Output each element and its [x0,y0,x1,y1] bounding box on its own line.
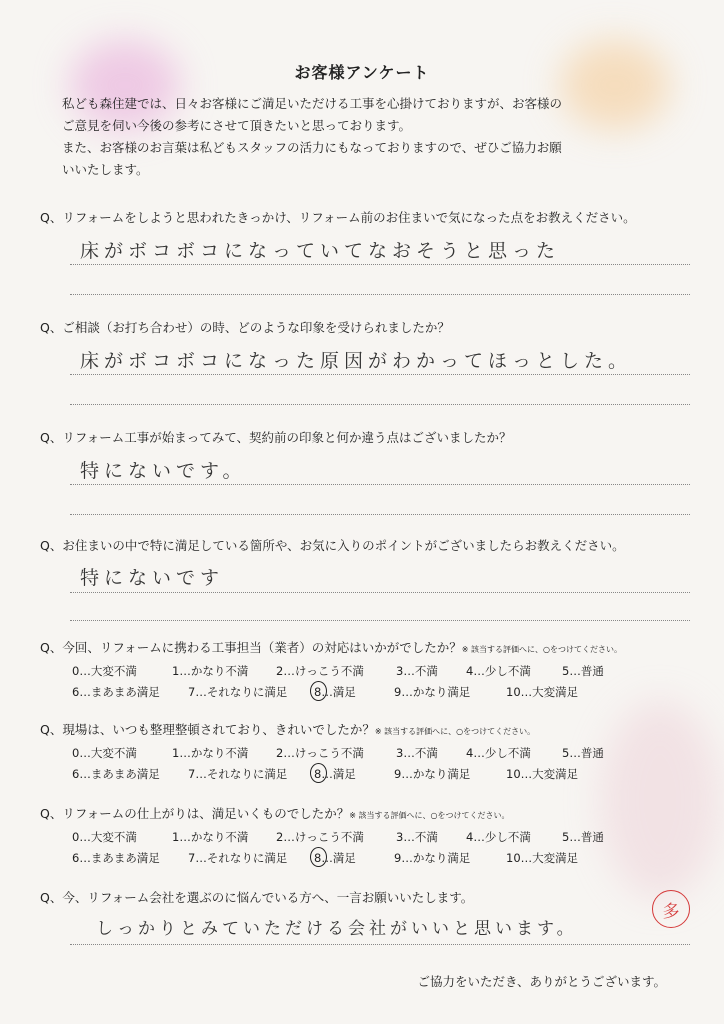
intro-text [62,93,682,181]
scale-option-3[interactable]: 3…不満 [396,745,438,760]
scale-option-2[interactable]: 2…けっこう不満 [276,663,364,678]
scale-option-10[interactable]: 10…大変満足 [506,684,579,699]
rating-question-text: Q、今回、リフォームに携わる工事担当（業者）の対応はいかがでしたか？ [40,640,462,655]
rating-note: ※ 該当する評価へに、○をつけてください。 [461,645,622,654]
scale-option-9[interactable]: 9…かなり満足 [394,850,471,865]
answer-3: 特にないです。 [80,460,247,482]
seal-stamp: 多 [652,890,690,928]
scale-option-4[interactable]: 4…少し不満 [466,745,531,760]
answer-line [70,404,690,405]
scale-option-7[interactable]: 7…それなりに満足 [188,850,288,865]
rating-note: ※ 該当する評価へに、○をつけてください。 [349,811,510,820]
scale-option-1[interactable]: 1…かなり不満 [172,663,249,678]
scale-option-9[interactable]: 9…かなり満足 [394,684,471,699]
scale-option-5[interactable]: 5…普通 [562,829,604,844]
rating-question-2 [40,720,535,738]
rating-scale-3 [72,826,632,868]
scale-option-10[interactable]: 10…大変満足 [506,850,579,865]
answer-line [70,264,690,265]
scale-option-7[interactable]: 7…それなりに満足 [188,684,288,699]
answer-line [70,620,690,621]
answer-line [70,944,690,945]
intro-line: また、お客様のお言葉は私どもスタッフの活力にもなっておりますので、ぜひご協力お願 [62,140,562,155]
scale-option-7[interactable]: 7…それなりに満足 [188,766,288,781]
page-title: お客様アンケート [294,63,430,82]
scale-option-9[interactable]: 9…かなり満足 [394,766,471,781]
answer-line [70,514,690,515]
scale-option-0[interactable]: 0…大変不満 [72,745,137,760]
scale-option-0[interactable]: 0…大変不満 [72,829,137,844]
thank-you-footer: ご協力をいただき、ありがとうございます。 [417,974,666,989]
scale-option-6[interactable]: 6…まあまあ満足 [72,766,160,781]
scale-option-5[interactable]: 5…普通 [562,745,604,760]
answer-4: 特にないです [80,567,225,589]
answer-1: 床がボコボコになっていてなおそうと思った [80,240,561,262]
question-4: Q、お住まいの中で特に満足している箇所や、お気に入りのポイントがございましたらお教えください。 [40,538,625,553]
scale-option-1[interactable]: 1…かなり不満 [172,829,249,844]
intro-line: 私ども森住建では、日々お客様にご満足いただける工事を心掛けておりますが、お客様の [62,96,563,111]
scale-option-2[interactable]: 2…けっこう不満 [276,745,364,760]
question-2: Q、ご相談（お打ち合わせ）の時、どのような印象を受けられましたか？ [40,320,450,335]
scale-option-5[interactable]: 5…普通 [562,663,604,678]
scale-option-8[interactable]: 8…満足 [314,850,394,866]
scale-option-3[interactable]: 3…不満 [396,829,438,844]
scale-option-6[interactable]: 6…まあまあ満足 [72,850,160,865]
rating-question-1 [40,638,622,656]
question-3: Q、リフォーム工事が始まってみて、契約前の印象と何か違う点はございましたか？ [40,430,512,445]
answer-2: 床がボコボコになった原因がわかってほっとした。 [80,350,633,372]
scale-option-3[interactable]: 3…不満 [396,663,438,678]
scale-option-6[interactable]: 6…まあまあ満足 [72,684,160,699]
final-question: Q、今、リフォーム会社を選ぶのに悩んでいる方へ、一言お願いいたします。 [40,890,474,905]
scale-option-8[interactable]: 8…満足 [314,684,394,700]
question-1: Q、リフォームをしようと思われたきっかけ、リフォーム前のお住まいで気になった点をお教えください。 [40,210,636,225]
answer-line [70,592,690,593]
flower-decoration [600,700,720,900]
scale-option-2[interactable]: 2…けっこう不満 [276,829,364,844]
intro-line: ご意見を伺い今後の参考にさせて頂きたいと思っております。 [62,118,412,133]
scale-option-8[interactable]: 8…満足 [314,766,394,782]
rating-scale-1 [72,660,632,702]
scale-option-4[interactable]: 4…少し不満 [466,829,531,844]
rating-scale-2 [72,742,632,784]
rating-question-3 [40,804,509,822]
scale-option-10[interactable]: 10…大変満足 [506,766,579,781]
intro-line: いいたします。 [62,162,149,177]
rating-note: ※ 該当する評価へに、○をつけてください。 [374,727,536,736]
final-answer: しっかりとみていただける会社がいいと思います。 [96,919,578,939]
rating-question-text: Q、リフォームの仕上がりは、満足いくものでしたか？ [40,806,350,821]
scale-option-4[interactable]: 4…少し不満 [466,663,531,678]
answer-line [70,294,690,295]
answer-line [70,374,690,375]
scale-option-1[interactable]: 1…かなり不満 [172,745,249,760]
answer-line [70,484,690,485]
rating-question-text: Q、現場は、いつも整理整頓されており、きれいでしたか？ [40,722,375,737]
scale-option-0[interactable]: 0…大変不満 [72,663,137,678]
